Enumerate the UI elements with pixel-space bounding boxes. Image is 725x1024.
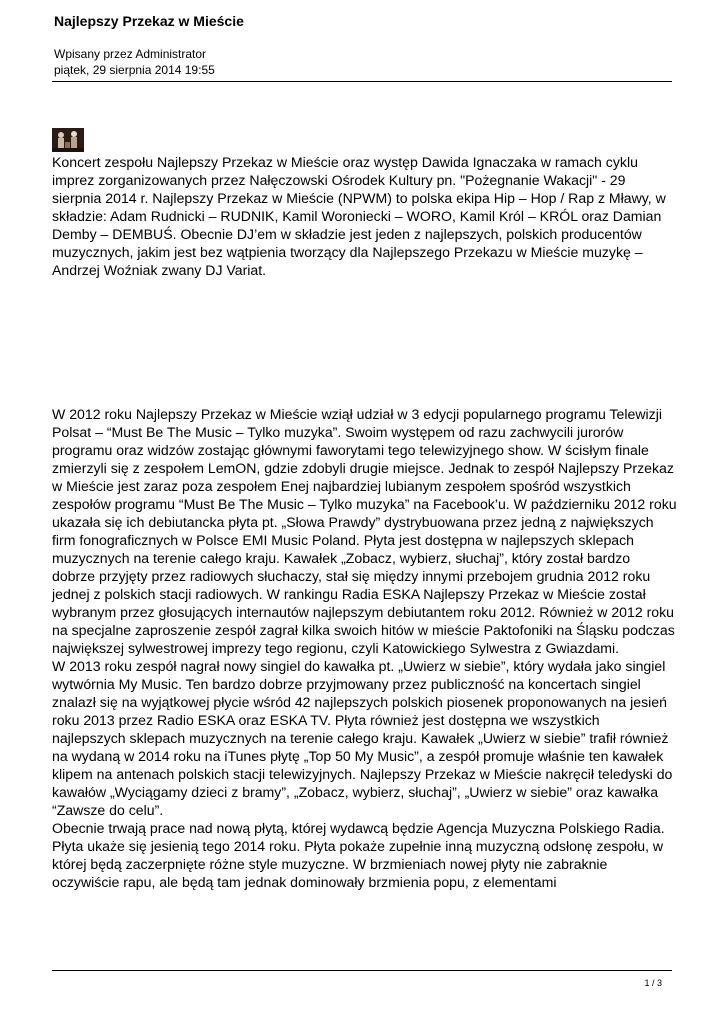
intro-paragraph: Koncert zespołu Najlepszy Przekaz w Mieście oraz występ Dawida Ignaczaka w ramach cyklu imprez zorganizowanych przez Nałęczowski Ośrodek Kultury pn. "Pożegnanie Wakacji" - 29 sierpnia 2014 r. Najlepszy Przekaz w Mieście (NPWM) to polska ekipa Hip – Hop / Rap z Mławy, w składzie: Adam Rudnicki – RUDNIK, Kamil Woroniecki – WORO, Kamil Król – KRÓL oraz Damian Demby – DEMBUŚ. Obecnie DJ’em w składzie jest jeden z najlepszych, polskich producentów muzycznych, jakim jest bez wątpienia tworzący dla Najlepszego Przekazu w Mieście muzykę – Andrzej Woźniak zwany DJ Variat. (52, 154, 666, 278)
header-divider (52, 81, 672, 82)
page-number: 1 / 3 (644, 978, 662, 988)
paragraph-2013: W 2013 roku zespół nagrał nowy singiel do kawałka pt. „Uwierz w siebie”, który wydała jako singiel wytwórnia My Music. Ten bardzo dobrze przyjmowany przez publiczność na koncertach singiel znalazł się na wyjątkowej płycie wśród 42 najlepszych polskich piosenek proponowanych na jesień roku 2013 przez Radio ESKA oraz ESKA TV. Płyta również jest dostępna we wszystkich najlepszych sklepach muzycznych na terenie całego kraju. Kawałek „Uwierz w siebie” trafił również na wydaną w 2014 roku na iTunes płytę „Top 50 My Music”, a zespół promuje właśnie ten kawałek klipem na antenach polskich stacji telewizyjnych. Najlepszy Przekaz w Mieście nakręcił teledyski do kawałów „Wyciągamy dzieci z bramy”, „Zobacz, wybierz, słuchaj”, „Uwierz w siebie” oraz kawałka “Zawsze do celu”. (52, 658, 673, 818)
paragraph-new-album: Obecnie trwają prace nad nową płytą, której wydawcą będzie Agencja Muzyczna Polskiego Radia. Płyta ukaże się jesienią tego 2014 roku. Płyta pokaże zupełnie inną muzyczną odsłonę zespołu, w której będą zaczerpnięte różne style muzyczne. W brzmieniach nowej płyty nie zabraknie oczywiście rapu, ale będą tam jednak dominowały brzmienia popu, z elementami (52, 820, 665, 890)
concert-photo-thumbnail[interactable] (52, 128, 84, 152)
date-line: piątek, 29 sierpnia 2014 19:55 (54, 63, 215, 77)
author-line: Wpisany przez Administrator (54, 47, 207, 61)
article-meta (54, 46, 215, 78)
page-title: Najlepszy Przekaz w Mieście (54, 13, 244, 29)
footer-divider (52, 970, 672, 971)
concert-photo-image (52, 128, 84, 152)
paragraph-2012: W 2012 roku Najlepszy Przekaz w Mieście wziął udział w 3 edycji popularnego programu Telewizji Polsat – “Must Be The Music – Tylko muzyka”. Swoim występem od razu zachwycili jurorów programu oraz widzów zostając głównymi faworytami tego telewizyjnego show. W ścisłym finale zmierzyli się z zespołem LemON, gdzie zdobyli drugie miejsce. Jednak to zespół Najlepszy Przekaz w Mieście jest zaraz poza zespołem Enej najbardziej lubianym zespołem spośród wszystkich zespołów programu “Must Be The Music – Tylko muzyka” na Facebook’u. W październiku 2012 roku ukazała się ich debiutancka płyta pt. „Słowa Prawdy” dystrybuowana przez jedną z największych firm fonograficznych w Polsce EMI Music Poland. Płyta jest dostępna w najlepszych sklepach muzycznych na terenie całego kraju. Kawałek „Zobacz, wybierz, słuchaj”, który został bardzo dobrze przyjęty przez radiowych słuchaczy, stał się między innymi przebojem grudnia 2012 roku jednej z polskich stacji radiowych. W rankingu Radia ESKA Najlepszy Przekaz w Mieście został wybranym przez głosujących internautów najlepszym debiutantem roku 2012. Również w 2012 roku na specjalne zaproszenie zespół zagrał kilka swoich hitów w mieście Paktofoniki na Śląsku podczas największej sylwestrowej imprezy tego regionu, czyli Katowickiego Sylwestra z Gwiazdami. (52, 406, 677, 656)
article-body (52, 405, 677, 891)
article-intro (52, 153, 677, 279)
